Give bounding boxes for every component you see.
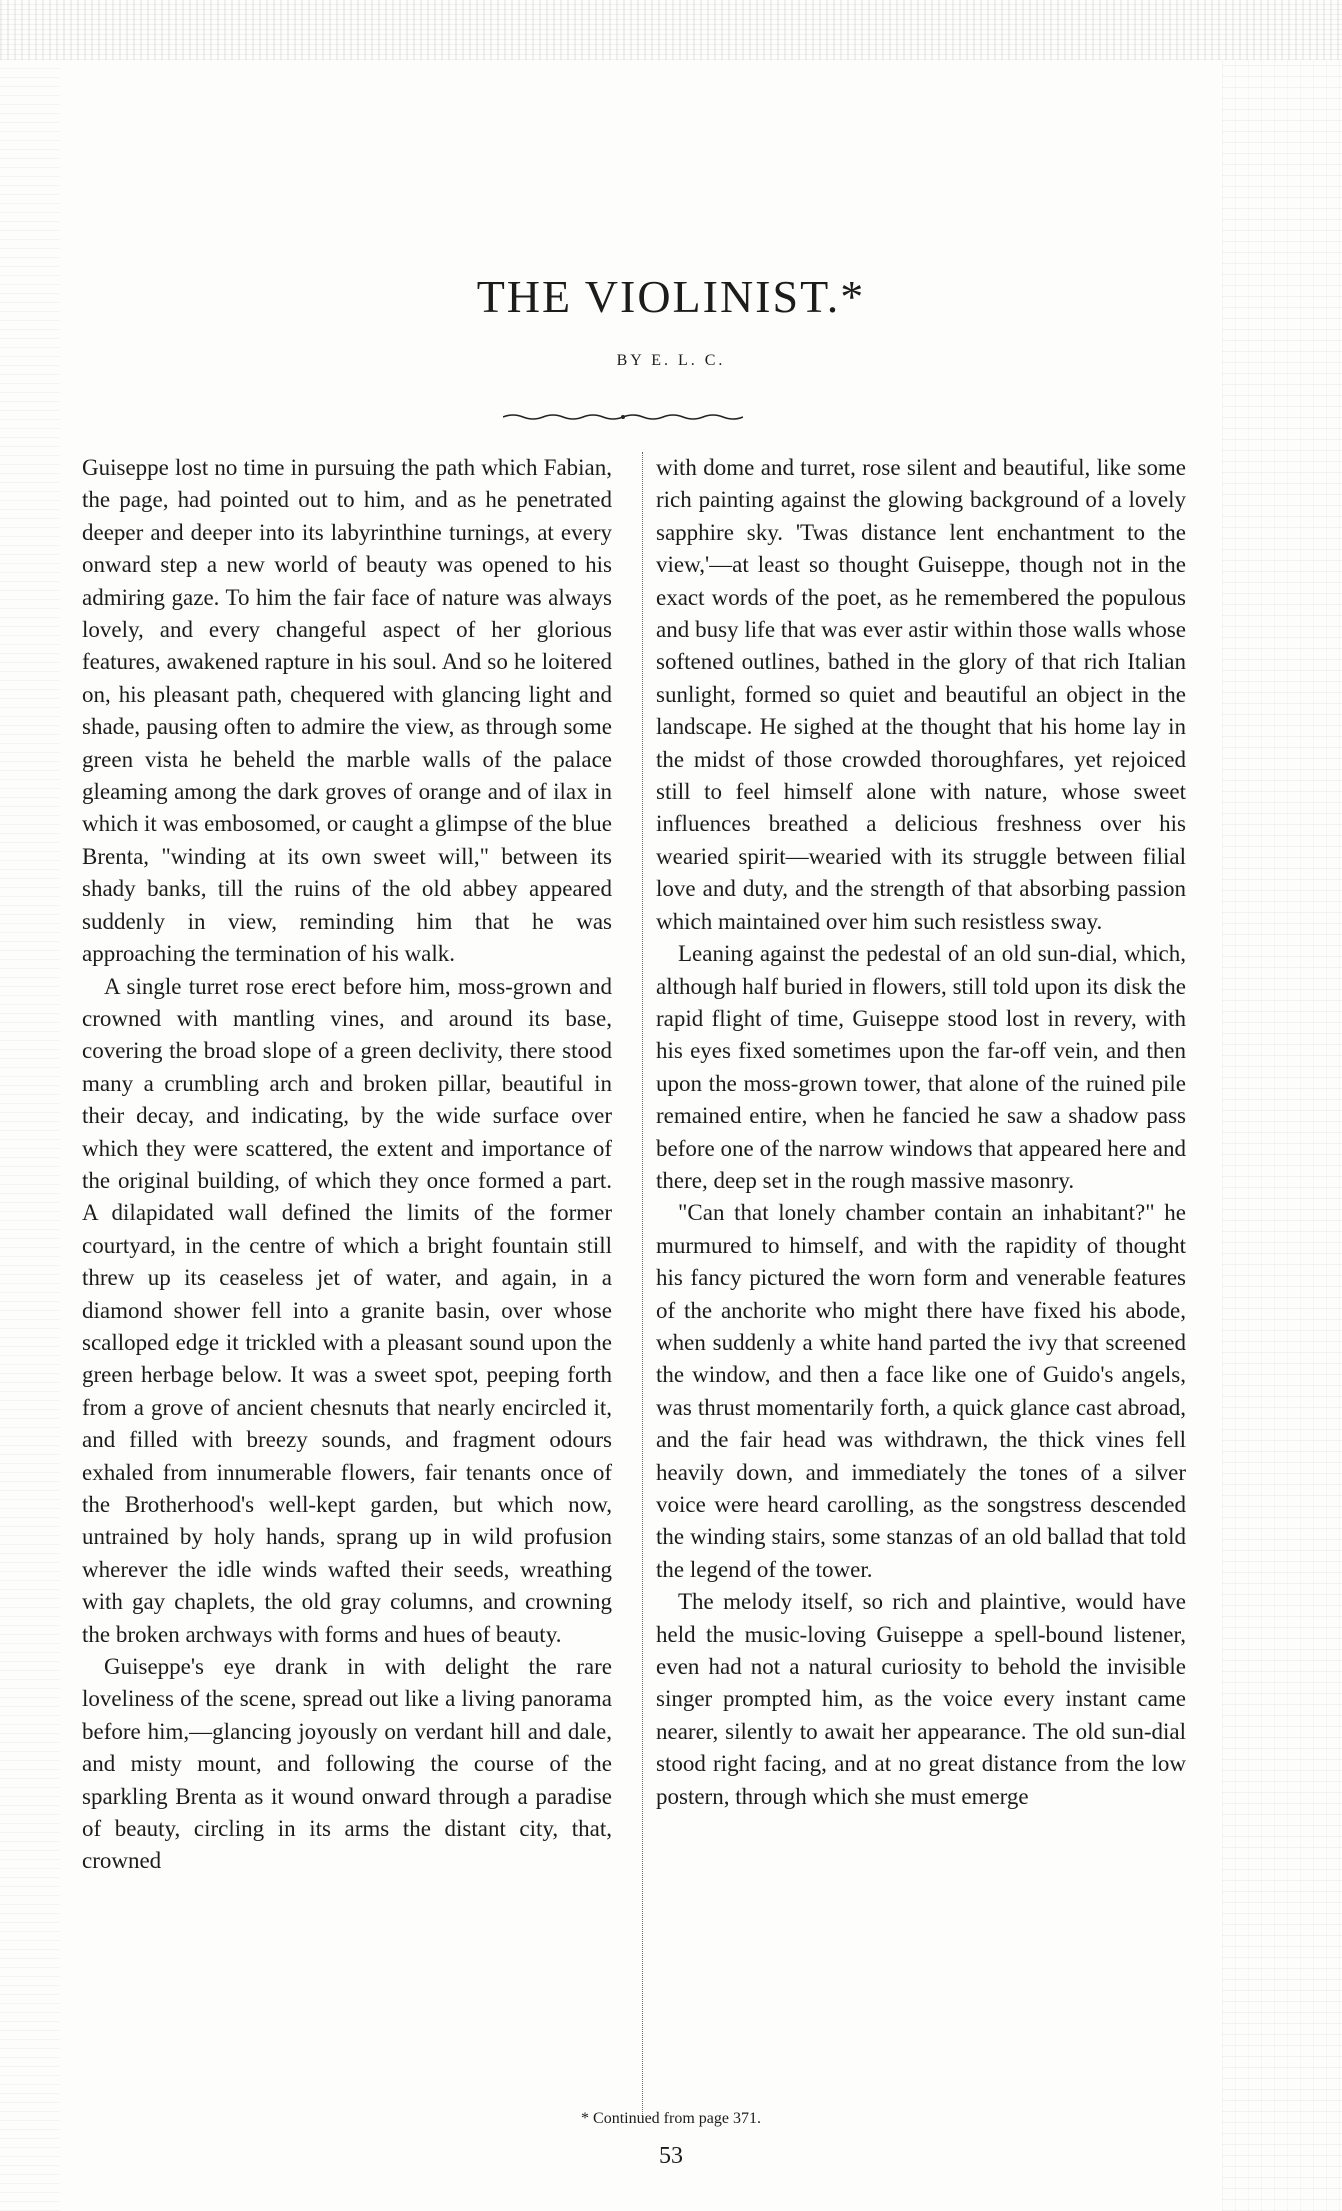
footnote: * Continued from page 371. [581, 2110, 761, 2127]
paragraph: Leaning against the pedestal of an old sun-dial, which, although half buried in flowers, still told upon its disk the rapid flight of time, Guiseppe stood lost in revery, with his eyes fixed sometimes upon the far-off vein, and then upon the moss-grown tower, that alone of the ruined pile remained entire, when he fancied he saw a shadow pass before one of the narrow windows that appeared here and there, deep set in the rough massive masonry. [656, 941, 1186, 1193]
paragraph: Guiseppe lost no time in pursuing the path which Fabian, the page, had pointed out to him, and as he penetrated deeper and deeper into its labyrinthine turnings, at every onward step a new world of beauty was opened to his admiring gaze. To him the fair face of nature was always lovely, and every changeful aspect of her glorious features, awakened rapture in his soul. And so he loitered on, his pleasant path, chequered with glancing light and shade, pausing often to admire the view, as through some green vista he beheld the marble walls of the palace gleaming among the dark groves of orange and of ilax in which it was embosomed, or caught a glimpse of the blue Brenta, "winding at its own sweet will," between its shady banks, till the ruins of the old abbey appeared suddenly in view, reminding him that he was approaching the termination of his walk. [82, 455, 612, 967]
paragraph: A single turret rose erect before him, moss-grown and crowned with mantling vines, and around its base, covering the broad slope of a green declivity, there stood many a crumbling arch and broken pillar, beautiful in their decay, and indicating, by the wide surface over which they were scattered, the extent and importance of the original building, of which they once formed a part. A dilapidated wall defined the limits of the former courtyard, in the centre of which a bright fountain still threw up its ceaseless jet of water, and again, in a diamond shower fell into a granite basin, over whose scalloped edge it trickled with a pleasant sound upon the green herbage below. It was a sweet spot, peeping forth from a grove of ancient chesnuts that nearly encircled it, and filled with breezy sounds, and fragment odours exhaled from innumerable flowers, fair tenants once of the Brotherhood's well-kept garden, but which now, untrained by holy hands, sprang up in wild profusion wherever the idle winds wafted their seeds, wreathing with gay chaplets, the old gray columns, and crowning the broken archways with forms and hues of beauty. [82, 973, 612, 1647]
article-byline: BY E. L. C. [616, 352, 726, 369]
scan-noise-top [0, 0, 1342, 60]
scan-noise-left [0, 60, 60, 2211]
title-ornament-divider [503, 412, 743, 422]
article-title: THE VIOLINIST.* [476, 271, 866, 322]
text-column-left [82, 452, 612, 2112]
paragraph: with dome and turret, rose silent and beautiful, like some rich painting against the glowing background of a lovely sapphire sky. 'Twas distance lent enchantment to the view,'—at least so thought Guiseppe, though not in the exact words of the poet, as he remembered the populous and busy life that was ever astir within those walls whose softened outlines, bathed in the glory of that rich Italian sunlight, formed so quiet and beautiful an object in the landscape. He sighed at the thought that his home lay in the midst of those crowded thoroughfares, yet rejoiced still to feel himself alone with nature, whose sweet influences breathed a delicious freshness over his wearied spirit—wearied with its struggle between filial love and duty, and the strength of that absorbing passion which maintained over him such resistless sway. [656, 455, 1186, 934]
paragraph: "Can that lonely chamber contain an inhabitant?" he murmured to himself, and with the rapidity of thought his fancy pictured the worn form and venerable features of the anchorite who might there have fixed his abode, when suddenly a white hand parted the ivy that screened the window, and then a face like one of Guido's angels, was thrust momentarily forth, a quick glance cast abroad, and the fair head was withdrawn, the thick vines fell heavily down, and immediately the tones of a silver voice were heard carolling, as the songstress descended the winding stairs, some stanzas of an old ballad that told the legend of the tower. [656, 1200, 1186, 1582]
page-number: 53 [659, 2143, 683, 2169]
paragraph: The melody itself, so rich and plaintive, would have held the music-loving Guiseppe a spell-bound listener, even had not a natural curiosity to behold the invisible singer prompted him, as the voice every instant came nearer, silently to await her appearance. The old sun-dial stood right facing, and at no great distance from the low postern, through which she must emerge [656, 1589, 1186, 1809]
scan-noise-right [1222, 60, 1342, 2211]
paragraph: Guiseppe's eye drank in with delight the rare loveliness of the scene, spread out like a living panorama before him,—glancing joyously on verdant hill and dale, and misty mount, and following the course of the sparkling Brenta as it wound onward through a paradise of beauty, circling in its arms the distant city, that, crowned [82, 1654, 612, 1874]
text-column-right [656, 452, 1186, 2112]
column-divider [642, 452, 643, 2122]
